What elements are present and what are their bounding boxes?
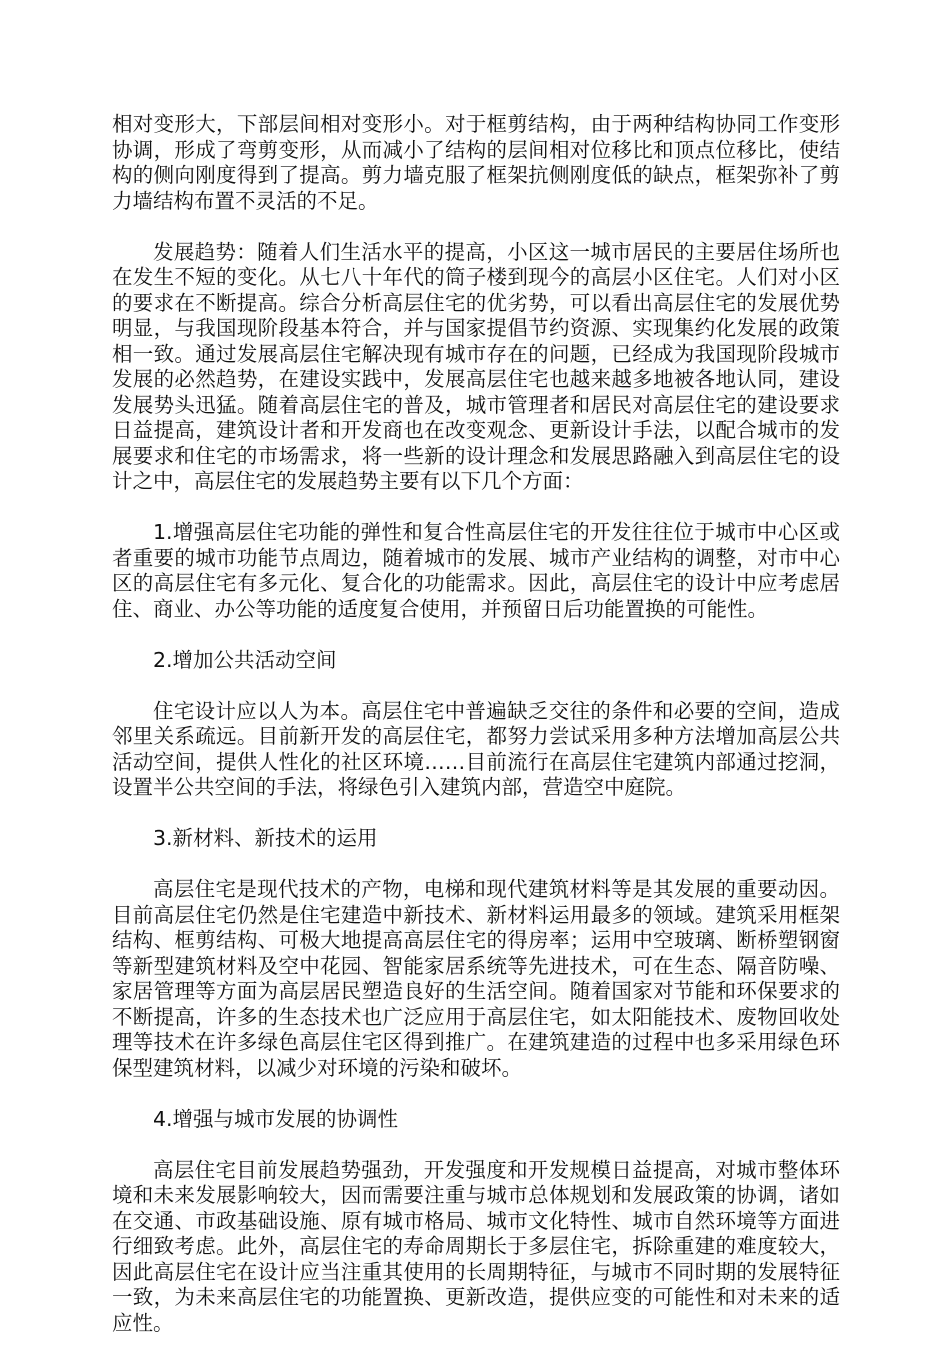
- document-page: [112, 112, 840, 1362]
- paragraph-item-1: 1.增强高层住宅功能的弹性和复合性高层住宅的开发往往位于城市中心区或者重要的城市功能节点周边，随着城市的发展、城市产业结构的调整，对市中心区的高层住宅有多元化、复合化的功能需求。因此，高层住宅的设计中应考虑居住、商业、办公等功能的适度复合使用，并预留日后功能置换的可能性。: [112, 520, 840, 621]
- paragraph-item-4-body: 高层住宅目前发展趋势强劲，开发强度和开发规模日益提高，对城市整体环境和未来发展影响较大，因而需要注重与城市总体规划和发展政策的协调，诸如在交通、市政基础设施、原有城市格局、城市文化特性、城市自然环境等方面进行细致考虑。此外，高层住宅的寿命周期长于多层住宅，拆除重建的难度较大，因此高层住宅在设计应当注重其使用的长周期特征，与城市不同时期的发展特征一致，为未来高层住宅的功能置换、更新改造，提供应变的可能性和对未来的适应性。: [112, 1157, 840, 1335]
- paragraph-development-trend: 发展趋势：随着人们生活水平的提高，小区这一城市居民的主要居住场所也在发生不短的变化。从七八十年代的筒子楼到现今的高层小区住宅。人们对小区的要求在不断提高。综合分析高层住宅的优劣势，可以看出高层住宅的发展优势明显，与我国现阶段基本符合，并与国家提倡节约资源、实现集约化发展的政策相一致。通过发展高层住宅解决现有城市存在的问题，已经成为我国现阶段城市发展的必然趋势，在建设实践中，发展高层住宅也越来越多地被各地认同，建设发展势头迅猛。随着高层住宅的普及，城市管理者和居民对高层住宅的建设要求日益提高，建筑设计者和开发商也在改变观念、更新设计手法，以配合城市的发展要求和住宅的市场需求，将一些新的设计理念和发展思路融入到高层住宅的设计之中，高层住宅的发展趋势主要有以下几个方面：: [112, 239, 840, 493]
- paragraph-structure-continuation: 相对变形大，下部层间相对变形小。对于框剪结构，由于两种结构协同工作变形协调，形成了弯剪变形，从而减小了结构的层间相对位移比和顶点位移比，使结构的侧向刚度得到了提高。剪力墙克服了框架抗侧刚度低的缺点，框架弥补了剪力墙结构布置不灵活的不足。: [112, 112, 840, 213]
- heading-item-2: 2.增加公共活动空间: [153, 647, 337, 672]
- heading-item-3: 3.新材料、新技术的运用: [153, 826, 378, 850]
- heading-item-4: 4.增强与城市发展的协调性: [153, 1106, 399, 1131]
- paragraph-item-3-body: 高层住宅是现代技术的产物，电梯和现代建筑材料等是其发展的重要动因。目前高层住宅仍然是住宅建造中新技术、新材料运用最多的领域。建筑采用框架结构、框剪结构、可极大地提高高层住宅的得房率；运用中空玻璃、断桥塑钢窗等新型建筑材料及空中花园、智能家居系统等先进技术，可在生态、隔音防噪、家居管理等方面为高层居民塑造良好的生活空间。随着国家对节能和环保要求的不断提高，许多的生态技术也广泛应用于高层住宅，如太阳能技术、废物回收处理等技术在许多绿色高层住宅区得到推广。在建筑建造的过程中也多采用绿色环保型建筑材料，以减少对环境的污染和破坏。: [112, 877, 840, 1080]
- paragraph-item-2-body: 住宅设计应以人为本。高层住宅中普遍缺乏交往的条件和必要的空间，造成邻里关系疏远。目前新开发的高层住宅，都努力尝试采用多种方法增加高层公共活动空间，提供人性化的社区环境……目前流行在高层住宅建筑内部通过挖洞，设置半公共空间的手法，将绿色引入建筑内部，营造空中庭院。: [112, 698, 840, 799]
